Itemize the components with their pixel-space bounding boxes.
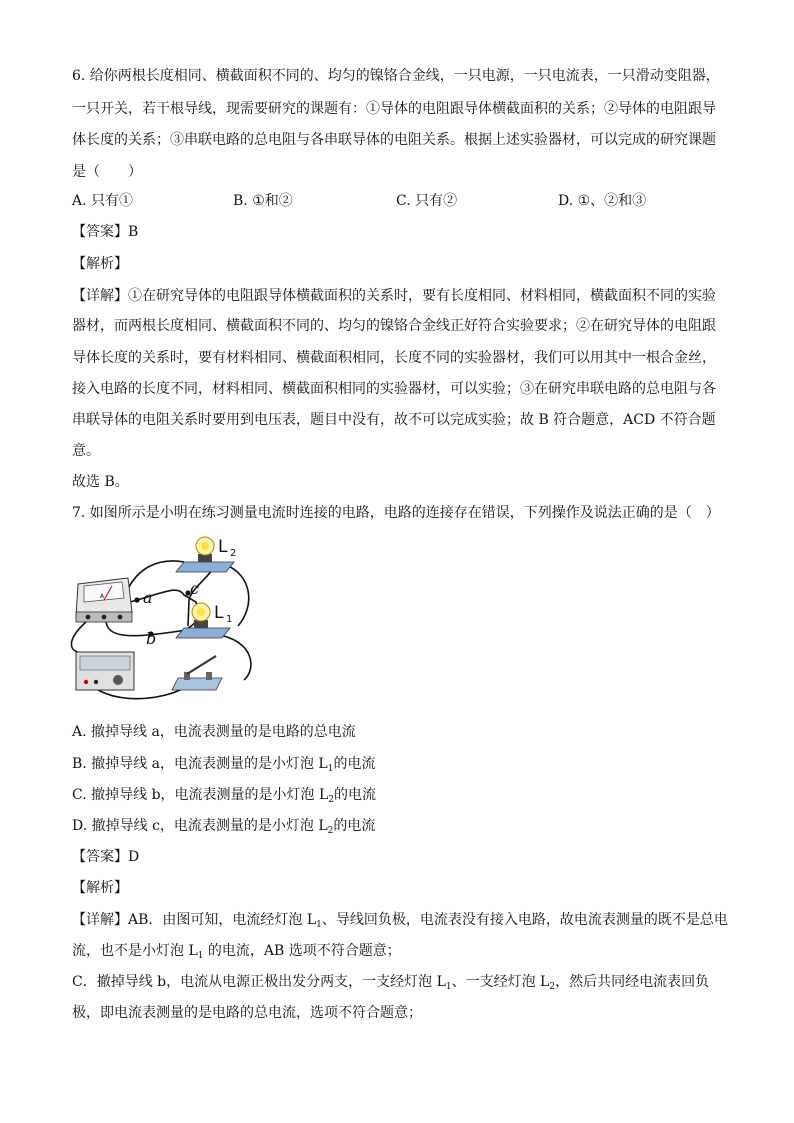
q6-detail-line-6: 意。 (72, 443, 100, 459)
q7-detail-line-1: 【详解】AB．由图可知，电流经灯泡 $L_1$、导线回负极，电流表没有接入电路，故电流表测量的既不是总电 (72, 912, 728, 930)
wire-a-junction-dot (134, 597, 139, 602)
q7-answer: 【答案】D (72, 849, 140, 865)
wire-source-to-ammeter (71, 622, 86, 652)
q6-option-b: B. ①和② (233, 193, 293, 209)
power-supply-icon (76, 652, 134, 690)
q6-detail-line-4: 接入电路的长度不同，材料相同、横截面积相同的实验器材，可以实验；③在研究串联电路的总电阻与各 (72, 381, 716, 397)
q6-stem-line-3: 体长度的关系；③串联电路的总电阻与各串联导体的电阻关系。根据上述实验器材，可以完成的研究课题 (72, 132, 716, 148)
q7-option-a: A. 撤掉导线 a，电流表测量的是电路的总电流 (72, 724, 356, 740)
label-l1: L (214, 603, 224, 623)
label-c: c (190, 579, 199, 598)
ammeter-icon (76, 578, 132, 622)
q6-detail-line-2: 器材，而两根长度相同、横截面积不同的、均匀的镍铬合金线正好符合实验要求；②在研究导体的电阻跟 (72, 318, 716, 334)
q6-detail-line-5: 串联导体的电阻关系时要用到电压表，题目中没有，故不可以完成实验；故 B 符合题意，ACD 不符合题 (72, 412, 716, 428)
q6-stem-line-4: 是（ ） (72, 164, 142, 180)
q6-option-d: D. ①、②和③ (558, 193, 647, 209)
ammeter-label: A (100, 593, 105, 600)
q6-detail-line-1: 【详解】①在研究导体的电阻跟导体横截面积的关系时，要有长度相同、材料相同，横截面积不同的实验 (72, 288, 716, 304)
q6-answer: 【答案】B (72, 224, 139, 240)
q7-analysis-heading: 【解析】 (72, 880, 128, 896)
q7-option-c: C. 撤掉导线 b，电流表测量的是小灯泡 $L_2$的电流 (72, 787, 377, 805)
label-a: a (143, 588, 153, 607)
q6-option-c: C. 只有② (396, 193, 458, 209)
q7-detail-line-4: 极，即电流表测量的是电路的总电流，选项不符合题意； (72, 1005, 422, 1021)
switch-icon (172, 656, 222, 690)
q6-detail-line-3: 导体长度的关系时，要有材料相同、横截面积相同，长度不同的实验器材，我们可以用其中一根合金丝， (72, 350, 716, 366)
q7-option-d: D. 撤掉导线 c，电流表测量的是小灯泡 $L_2$的电流 (72, 818, 376, 836)
q6-option-a: A. 只有① (72, 193, 134, 209)
label-l2: L (218, 537, 228, 557)
circuit-figure (66, 530, 276, 706)
wire-ammeter-to-l2 (124, 561, 184, 598)
q6-stem-line-2: 一只开关，若干根导线，现需要研究的课题有：①导体的电阻跟导体横截面积的关系；②导体的电阻跟导 (72, 101, 716, 117)
label-b: b (146, 629, 157, 648)
q7-detail-line-2: 流，也不是小灯泡 $L_1$ 的电流，AB 选项不符合题意； (72, 943, 401, 961)
q6-stem-line-1: 6. 给你两根长度相同、横截面积不同的、均匀的镍铬合金线，一只电源，一只电流表，一只滑动变阻器， (72, 68, 720, 84)
q7-detail-line-3: C．撤掉导线 b，电流从电源正极出发分两支，一支经灯泡 $L_1$、一支经灯泡 $L_2$，然后共同经电流表回负 (72, 974, 710, 992)
wire-l1-to-switch (214, 634, 251, 680)
q7-option-b: B. 撤掉导线 a，电流表测量的是小灯泡 $L_1$的电流 (72, 756, 376, 774)
q7-stem: 7. 如图所示是小明在练习测量电流时连接的电路，电路的连接存在错误，下列操作及说法正确的是（ ） (72, 505, 720, 521)
label-l1-subscript: 1 (226, 614, 233, 625)
label-l2-subscript: 2 (230, 548, 237, 559)
q6-conclusion: 故选 B。 (72, 474, 129, 490)
q6-analysis-heading: 【解析】 (72, 256, 128, 272)
